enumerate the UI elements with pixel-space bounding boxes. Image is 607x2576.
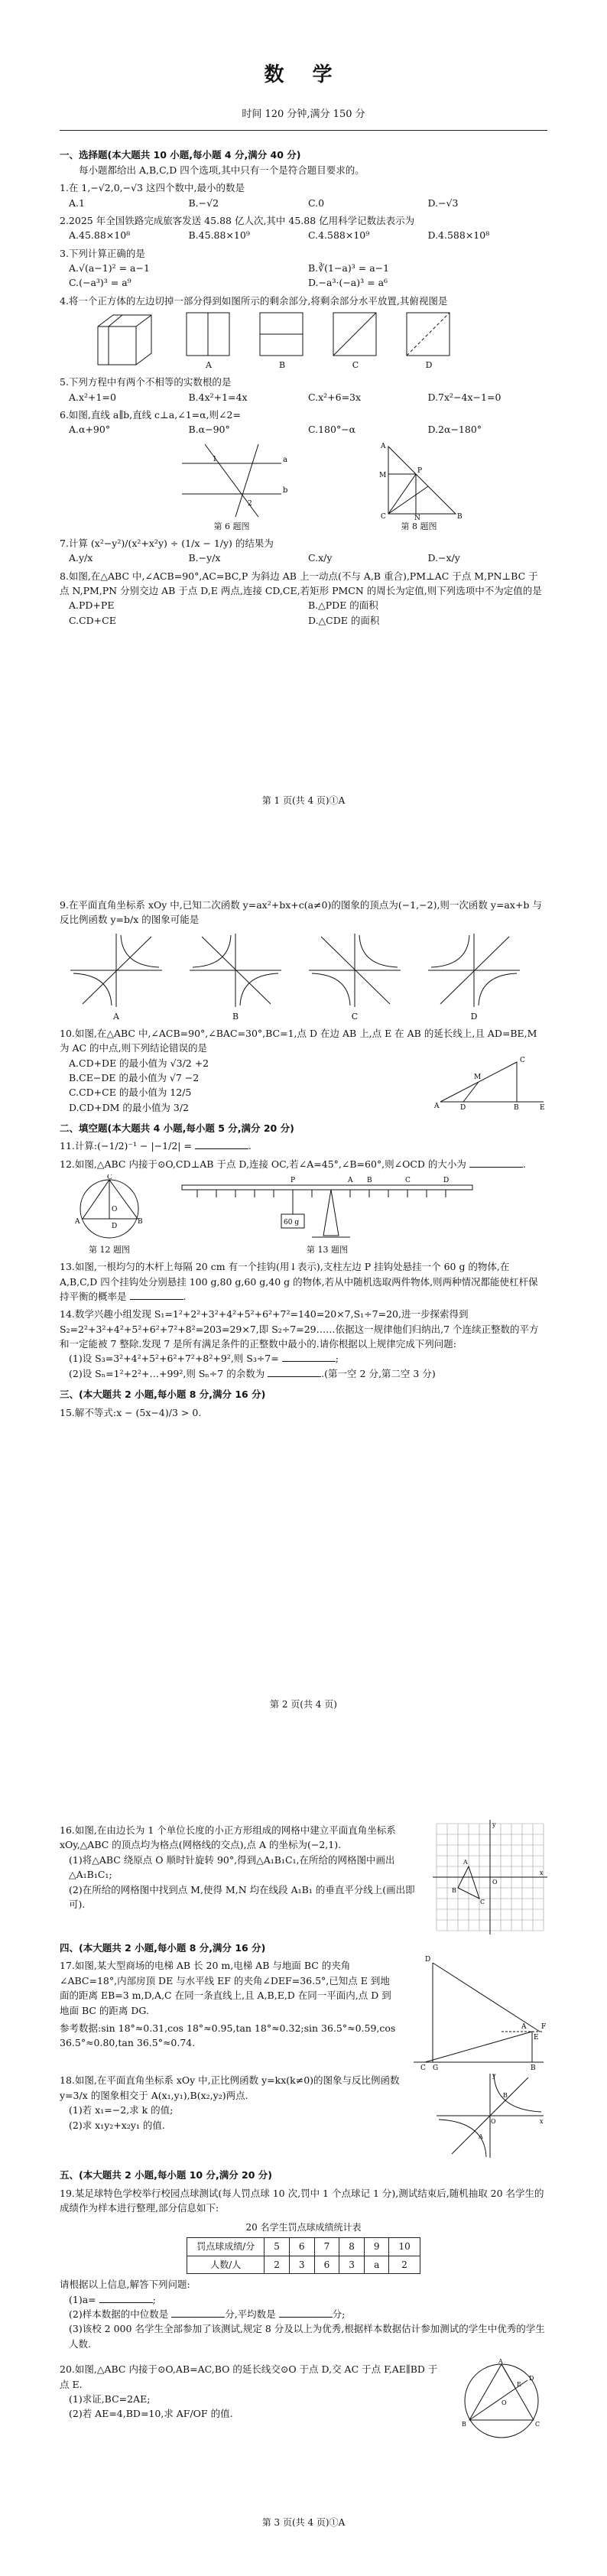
question-20: 20.如图,△ABC 内接于⊙O,AB=AC,BO 的延长线交⊙O 于点 D,交 AC 于点 F,AE∥BD 于点 E. (60, 2363, 438, 2390)
figure-8 (373, 440, 465, 533)
option: A.PD+PE (69, 599, 115, 612)
question-7: 7.计算 (x²−y²)/(x²+x²y) ÷ (1/x − 1/y) 的结果为 (60, 537, 274, 549)
question-18-part-1: (1)若 x₁=−2,求 k 的值; (69, 2104, 174, 2116)
question-14: 14.数学兴趣小组发现 S₁=1²+2²+3²+4²+5²+6²+7²=140=20×7,S₁÷7=20,进一步探索得到 S₂=2²+3²+4²+5²+6²+7²+8²=203=29×7,即 S₂÷7=29……依据这一规律他们归纳出,7 个连续正整数的平方和一定能被 7 整除.发现 7 是所有满足条件的正整数中最小的.请你根据以上规律完成下列问题: (60, 1308, 539, 1350)
option: D.−x/y (427, 552, 460, 564)
figure-label: D (470, 1011, 478, 1022)
figure-label: D (425, 360, 433, 371)
exam-title: 数 学 (264, 63, 343, 86)
question-10: 10.如图,在△ABC 中,∠ACB=90°,∠BAC=30°,BC=1,点 D 在边 AB 上,点 E 在 AB 的延长线上,且 AD=BE,M 为 AC 的中点,则下列结论错误的是 (60, 1027, 537, 1054)
figure-caption: 第 13 题图 (307, 1245, 348, 1256)
svg-text:A: A (521, 2023, 527, 2032)
question-5-options (60, 390, 547, 404)
svg-text:A: A (434, 1102, 440, 1109)
question-20-text-block (60, 2359, 456, 2443)
svg-text:G: G (433, 2064, 439, 2071)
figure-label: C (352, 360, 359, 371)
score-table (187, 2237, 420, 2274)
question-20-part-1: (1)求证,BC=2AE; (69, 2392, 151, 2405)
question-11-text: 11.计算:(−1/2)⁻¹ − |−1/2| = (60, 1140, 192, 1152)
table-row (187, 2256, 420, 2274)
svg-text:C: C (480, 1899, 485, 1905)
answer-blank (282, 1353, 336, 1362)
table-cell: 8 (339, 2238, 365, 2256)
option: D.△CDE 的面积 (308, 614, 380, 626)
question-20-block (60, 2359, 547, 2443)
weight-label: 60 g (284, 1219, 300, 1227)
question-2: 2.2025 年全国铁路完成旅客发送 45.88 亿人次,其中 45.88 亿用科学记数法表示为 (60, 214, 415, 226)
question-14-parts (60, 1351, 547, 1381)
svg-text:B: B (514, 1103, 519, 1109)
svg-text:y: y (492, 2072, 496, 2080)
table-caption: 20 名学生罚点球成绩统计表 (245, 2221, 362, 2233)
figure-label: B (278, 360, 286, 371)
view-option-a (185, 311, 232, 372)
option: A.CD+DE 的最小值为 √3/2 +2 (69, 1057, 209, 1069)
question-3-options (60, 261, 547, 291)
option: C.CD+CE 的最小值为 12/5 (69, 1087, 192, 1099)
question-5: 5.下列方程中有两个不相等的实数根的是 (60, 376, 232, 388)
question-16-block (60, 1820, 547, 1934)
question-19-info: 请根据以上信息,解答下列问题: (60, 2279, 190, 2291)
option: B.45.88×10⁹ (188, 229, 250, 242)
option: B.∛(1−a)³ = a−1 (308, 262, 390, 274)
question-20-part-2: (2)若 AE=4,BD=10,求 AF/OF 的值. (69, 2408, 233, 2420)
option: A.y/x (69, 552, 93, 564)
svg-text:C: C (420, 2064, 426, 2071)
svg-text:B: B (138, 1218, 143, 1226)
option: C.x²+6=3x (308, 391, 362, 403)
question-18: 18.如图,在平面直角坐标系 xOy 中,正比例函数 y=kx(k≠0)的图象与反比例函数 y=3/x 的图象相交于 A(x₁,y₁),B(x₂,y₂)两点. (60, 2074, 400, 2101)
svg-text:C: C (405, 1177, 411, 1185)
question-10-body (60, 1056, 547, 1116)
svg-text:a: a (283, 455, 287, 464)
question-4-figures (60, 311, 547, 372)
svg-text:B: B (452, 1887, 456, 1894)
option: D.CD+DM 的最小值为 3/2 (69, 1101, 189, 1113)
question-16-text-block (60, 1820, 433, 1934)
question-3: 3.下列计算正确的是 (60, 247, 145, 259)
sheet-page-3 (60, 1820, 547, 2528)
table-cell: a (364, 2256, 389, 2274)
question-17-reference: 参考数据:sin 18°≈0.31,cos 18°≈0.95,tan 18°≈0.32;sin 36.5°≈0.59,cos 36.5°≈0.80,tan 36.5°≈0.74. (60, 2022, 396, 2049)
answer-blank (469, 1158, 523, 1168)
question-9-graphs (60, 931, 547, 1023)
figure-caption: 第 6 题图 (213, 521, 250, 531)
question-19-part-3: (3)该校 2 000 名学生全部参加了该测试,规定 8 分及以上为优秀,根据样本数据估计参加测试的学生中优秀的学生人数. (69, 2323, 545, 2350)
table-cell: 3 (289, 2256, 314, 2274)
option: D.7x²−4x−1=0 (427, 391, 502, 403)
question-14-part-2 (69, 1366, 547, 1381)
question-16: 16.如图,在由边长为 1 个单位长度的小正方形组成的网格中建立平面直角坐标系 xOy,△ABC 的顶点均为格点(网格线的交点),点 A 的坐标为(−2,1). (60, 1824, 396, 1851)
svg-text:O: O (491, 2118, 496, 2126)
option: B.△PDE 的面积 (308, 599, 378, 612)
table-cell: 6 (289, 2238, 314, 2256)
section-heading: 二、填空题(本大题共 4 小题,每小题 5 分,满分 20 分) (60, 1122, 294, 1135)
escalator-figure-17 (410, 1955, 547, 2070)
table-cell: 2 (389, 2256, 420, 2274)
question-12-text: 12.如图,△ABC 内接于⊙O,CD⊥AB 于点 D,连接 OC,若∠A=45°,∠B=60°,则∠OCD 的大小为 (60, 1158, 466, 1170)
svg-text:B: B (462, 2421, 466, 2428)
svg-text:C: C (520, 1056, 525, 1064)
question-19-part-2 (60, 2307, 547, 2321)
figures-6-8 (60, 440, 547, 533)
question-6: 6.如图,直线 a∥b,直线 c⊥a,∠1=α,则∠2= (60, 408, 241, 421)
answer-blank (195, 1140, 248, 1149)
option: B.4x²+1=4x (188, 391, 248, 403)
svg-text:A: A (479, 2133, 483, 2141)
question-8-options (60, 598, 547, 628)
svg-text:B: B (531, 2064, 536, 2071)
page-footer: 第 1 页(共 4 页)①A (261, 795, 346, 806)
svg-text:D: D (425, 1956, 431, 1964)
view-option-d (405, 311, 453, 372)
question-10-options (60, 1056, 433, 1116)
svg-text:O: O (112, 1206, 118, 1214)
question-11: 11.计算:(−1/2)⁻¹ − |−1/2| = . (60, 1140, 252, 1152)
svg-text:A: A (498, 2359, 503, 2366)
question-17-text-block (60, 1955, 410, 2070)
part-text: 分,平均数是 (225, 2308, 276, 2321)
section-heading: 三、(本大题共 2 小题,每小题 8 分,满分 16 分) (60, 1389, 266, 1401)
answer-blank (279, 2308, 333, 2318)
figure-label: C (351, 1011, 359, 1022)
question-19-part-1: (1)a= ; (69, 2293, 156, 2305)
figure-label: A (206, 360, 212, 371)
part-text: (1)a= (69, 2293, 96, 2305)
part-text: (2)样本数据的中位数是 (69, 2308, 169, 2321)
figures-12-13 (60, 1174, 547, 1256)
section-heading: 四、(本大题共 2 小题,每小题 8 分,满分 16 分) (60, 1942, 266, 1954)
svg-text:C: C (381, 512, 386, 520)
table-cell: 2 (265, 2256, 290, 2274)
question-7-options (60, 551, 547, 565)
question-16-part-2: (2)在所给的网格图中找到点 M,使得 M,N 均在线段 A₁B₁ 的垂直平分线上(画出即可). (69, 1883, 415, 1910)
option: B.α−90° (188, 424, 230, 436)
option: A.√(a−1)² = a−1 (69, 262, 150, 274)
svg-text:C: C (535, 2421, 540, 2428)
table-cell: 6 (314, 2256, 339, 2274)
part-note: .(第一空 2 分,第二空 3 分) (321, 1367, 436, 1379)
svg-text:x: x (540, 1869, 544, 1876)
svg-text:1: 1 (213, 455, 217, 463)
figure-caption: 第 12 题图 (89, 1245, 130, 1256)
option: C.0 (308, 197, 325, 209)
section-heading: 五、(本大题共 2 小题,每小题 10 分,满分 20 分) (60, 2169, 273, 2181)
question-2-options (60, 228, 547, 242)
cube-figure (90, 311, 159, 372)
figure-caption: 第 8 题图 (401, 521, 437, 531)
svg-text:x: x (540, 2118, 544, 2126)
question-1-options (60, 196, 547, 210)
divider (60, 130, 547, 131)
table-cell: 9 (364, 2238, 389, 2256)
figure-12 (75, 1174, 144, 1256)
option: D.4.588×10⁸ (427, 229, 490, 242)
option: A.x²+1=0 (69, 391, 116, 403)
svg-text:M: M (474, 1073, 482, 1081)
question-9: 9.在平面直角坐标系 xOy 中,已知二次函数 y=ax²+bx+c(a≠0)的图象的顶点为(−1,−2),则一次函数 y=ax+b 与反比例函数 y=b/x 的图象可能是 (60, 899, 542, 926)
question-4: 4.将一个正方体的左边切掉一部分得到如图所示的剩余部分,将剩余部分水平放置,其俯视图是 (60, 294, 448, 307)
svg-text:P: P (417, 466, 423, 475)
option: C.4.588×10⁹ (308, 229, 370, 242)
page-footer: 第 3 页(共 4 页)①A (261, 2517, 346, 2528)
question-8: 8.如图,在△ABC 中,∠ACB=90°,AC=BC,P 为斜边 AB 上一动点(不与 A,B 重合),PM⊥AC 于点 M,PN⊥BC 于点 N,PM,PN 分别交边 AB 于点 D,E 两点,连接 CD,CE,若矩形 PMCN 的周长为定值,则下列选项中不为定值的是 (60, 570, 542, 596)
answer-blank (171, 2308, 225, 2318)
sheet-page-2 (60, 895, 547, 1710)
graph-option-c (306, 931, 404, 1023)
answer-blank (99, 2294, 153, 2303)
exam-subtitle: 时间 120 分钟,满分 150 分 (242, 109, 365, 121)
svg-text:B: B (367, 1177, 372, 1185)
section-note: 每小题都给出 A,B,C,D 四个选项,其中只有一个是符合题目要求的。 (79, 164, 365, 176)
option: D.−√3 (427, 197, 459, 209)
figure-6 (174, 440, 289, 533)
option: A.1 (69, 197, 85, 209)
option: B.−y/x (188, 552, 221, 564)
question-19: 19.某足球特色学校举行校园点球测试(每人罚点球 10 次,罚中 1 个点球记 1 分),测试结束后,随机抽取 20 名学生的成绩作为样本进行整理,部分信息如下: (60, 2187, 544, 2214)
svg-text:N: N (414, 514, 420, 520)
graph-option-a (67, 931, 165, 1023)
view-option-c (332, 311, 379, 372)
question-18-block (60, 2070, 547, 2162)
question-14-part-1: (1)设 S₃=3²+4²+5²+6²+7²+8²+9²,则 S₃÷7= ; (69, 1353, 339, 1365)
option: B.CE−DE 的最小值为 √7 −2 (69, 1071, 200, 1083)
svg-text:A: A (381, 442, 386, 450)
graph-figure-18 (433, 2070, 547, 2162)
svg-text:A: A (348, 1177, 353, 1185)
answer-blank (130, 1291, 183, 1300)
option: C.CD+CE (69, 614, 116, 626)
option: D.2α−180° (427, 424, 482, 436)
svg-text:E: E (540, 1103, 545, 1109)
question-15: 15.解不等式:x − (5x−4)/3 > 0. (60, 1406, 202, 1418)
svg-text:D: D (529, 2375, 534, 2383)
svg-text:M: M (379, 471, 387, 479)
svg-text:F: F (541, 2023, 547, 2032)
table-cell: 人数/人 (187, 2256, 265, 2274)
figure-10 (433, 1056, 547, 1109)
question-18-text-block (60, 2070, 433, 2162)
figure-label: B (232, 1011, 239, 1022)
svg-text:B: B (457, 512, 463, 520)
table-row (187, 2238, 420, 2256)
option: A.45.88×10⁸ (69, 229, 131, 242)
question-17: 17.如图,某大型商场的电梯 AB 长 20 m,电梯 AB 与地面 BC 的夹角∠ABC=18°,内部房顶 DE 与水平线 EF 的夹角∠DEF=36.5°,已知点 E 到地面的距离 EB=3 m,D,A,C 在同一条直线上,且 A,B,E,D 在同一平面内,点 D 到地面 BC 的距离 DG. (60, 1960, 391, 2016)
figure-label: A (113, 1011, 119, 1022)
question-6-options (60, 422, 547, 437)
part-text: 分; (332, 2308, 346, 2321)
svg-text:y: y (492, 1821, 496, 1828)
option: B.−√2 (188, 197, 219, 209)
table-cell: 3 (339, 2256, 365, 2274)
option: C.180°−α (308, 424, 356, 436)
svg-text:D: D (443, 1177, 450, 1185)
graph-option-d (425, 931, 523, 1023)
svg-text:E: E (517, 2381, 521, 2389)
svg-text:B: B (503, 2092, 508, 2100)
part-text: (1)设 S₃=3²+4²+5²+6²+7²+8²+9²,则 S₃÷7= (69, 1353, 279, 1365)
grid-figure-16 (433, 1820, 547, 1934)
sheet-page-1 (60, 60, 547, 806)
figure-13 (174, 1174, 480, 1256)
svg-text:b: b (283, 486, 288, 495)
table-cell: 7 (314, 2238, 339, 2256)
question-17-block (60, 1955, 547, 2070)
option: C.x/y (308, 552, 333, 564)
circle-figure-20 (456, 2359, 547, 2443)
question-13: 13.如图,一根均匀的木杆上每隔 20 cm 有一个挂钩(用↓表示),支柱左边 P 挂钩处悬挂一个 60 g 的物体,在 A,B,C,D 四个挂钩处分别悬挂 100 g,80 g,60 g,40 g 的物体,若从中随机选取两件物体,则两种情况都能使杠杆保持平衡的概率是 . (60, 1261, 538, 1302)
svg-text:O: O (492, 1879, 498, 1886)
svg-text:2: 2 (248, 499, 252, 508)
question-1: 1.在 1,−√2,0,−√3 这四个数中,最小的数是 (60, 182, 245, 194)
page-footer: 第 2 页(共 4 页) (270, 1699, 337, 1710)
table-cell: 罚点球成绩/分 (187, 2238, 265, 2256)
svg-text:P: P (291, 1177, 296, 1185)
view-option-b (258, 311, 306, 372)
section-heading: 一、选择题(本大题共 10 小题,每小题 4 分,满分 40 分) (60, 149, 301, 161)
graph-option-b (187, 931, 284, 1023)
svg-text:D: D (112, 1223, 118, 1231)
svg-text:C: C (107, 1174, 112, 1182)
svg-text:D: D (460, 1103, 466, 1109)
svg-text:A: A (463, 1859, 468, 1866)
svg-text:A: A (75, 1218, 80, 1226)
part-text: (2)设 Sₙ=1²+2²+…+99²,则 Sₙ÷7 的余数为 (69, 1367, 265, 1379)
table-cell: 10 (389, 2238, 420, 2256)
question-12: 12.如图,△ABC 内接于⊙O,CD⊥AB 于点 D,连接 OC,若∠A=45°,∠B=60°,则∠OCD 的大小为 . (60, 1158, 526, 1170)
option: A.α+90° (69, 424, 111, 436)
table-cell: 5 (265, 2238, 290, 2256)
question-13-text: 13.如图,一根均匀的木杆上每隔 20 cm 有一个挂钩(用↓表示),支柱左边 P 挂钩处悬挂一个 60 g 的物体,在 A,B,C,D 四个挂钩处分别悬挂 100 g,80 g,60 g,40 g 的物体,若从中随机选取两件物体,则两种情况都能使杠杆保持平衡的概率是 (60, 1261, 538, 1302)
answer-blank (268, 1368, 321, 1377)
question-18-part-2: (2)求 x₁y₂+x₂y₁ 的值. (69, 2119, 165, 2131)
option: C.(−a³)³ = a⁹ (69, 277, 131, 289)
svg-text:O: O (502, 2399, 507, 2407)
option: D.−a³·(−a)³ = a⁶ (308, 277, 388, 289)
question-16-part-1: (1)将△ABC 绕原点 O 顺时针旋转 90°,得到△A₁B₁C₁,在所给的网格图中画出△A₁B₁C₁; (69, 1853, 395, 1881)
svg-text:E: E (534, 2034, 539, 2042)
